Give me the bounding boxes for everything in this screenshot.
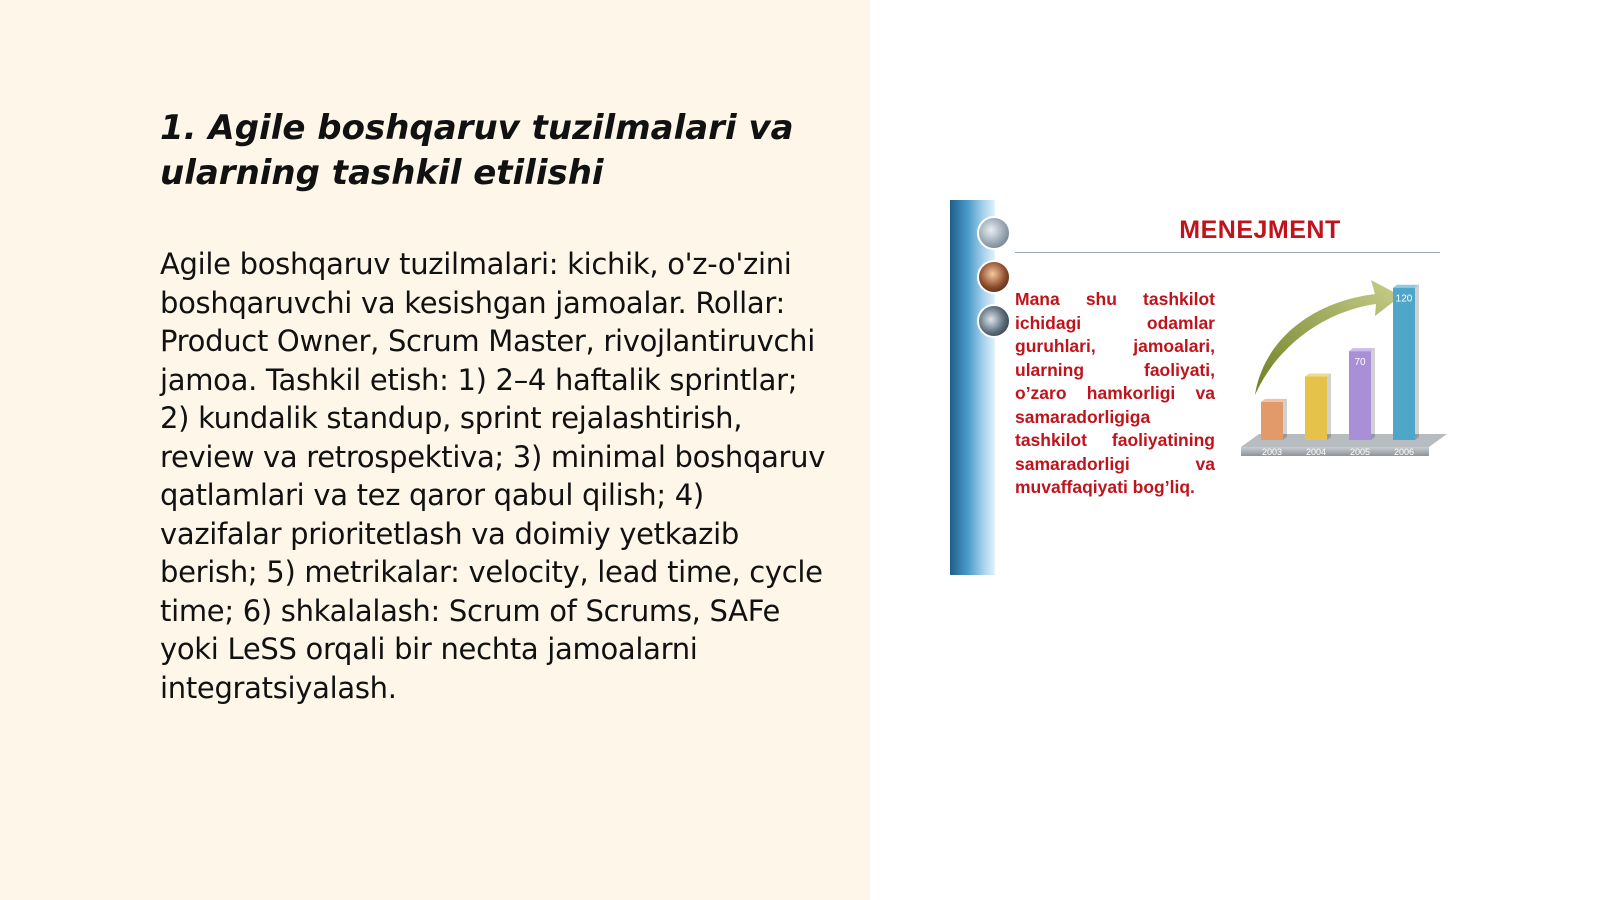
bar-side-2003 [1283,399,1287,440]
tools-photo-icon [977,216,1011,250]
figure-side-bar [950,200,995,575]
data-label-2006: 120 [1395,293,1413,305]
bar-top-2004 [1305,374,1331,377]
person-photo-icon [977,260,1011,294]
bar-top-2006 [1393,285,1419,288]
data-label-2005: 70 [1354,357,1366,369]
tick-label-2004: 2004 [1305,447,1327,457]
tick-label-2006: 2006 [1393,447,1415,457]
slide-title: 1. Agile boshqaruv tuzilmalari va ularning tashkil etilishi [160,108,794,193]
figure-title: MENEJMENT [1179,216,1341,244]
bar-top-2005 [1349,348,1375,351]
bar-side-2005 [1371,348,1375,440]
bar-2004 [1305,377,1327,440]
bar-top-2003 [1261,399,1287,402]
figure-divider [1015,252,1440,253]
tick-label-2003: 2003 [1261,447,1283,457]
menejment-figure [950,200,1455,575]
bar-side-2004 [1327,374,1331,440]
bar-chart [1235,272,1450,472]
bar-side-2006 [1415,285,1419,440]
tick-label-2005: 2005 [1349,447,1371,457]
bar-2006 [1393,288,1415,440]
bar-2003 [1261,402,1283,440]
runner-photo-icon [977,304,1011,338]
slide-body-text: Agile boshqaruv tuzilmalari: kichik, o'z-o'zini boshqaruvchi va kesishgan jamoalar. Rollar: Product Owner, Scrum Master, rivojlantiruvchi jamoa. Tashkil etish: 1) 2–4 haftalik sprintlar; 2) kundalik standup, sprint rejalashtirish, review va retrospektiva; 3) minimal boshqaruv qatlamlari va tez qaror qabul qilish; 4) vazifalar prioritetlash va doimiy yetkazib berish; 5) metrikalar: velocity, lead time, cycle time; 6) shkalalash: Scrum of Scrums, SAFe yoki LeSS orqali bir nechta jamoalarni integratsiyalash. [160,247,826,705]
figure-text: Mana shu tashkilot ichidagi odamlar guruhlari, jamoalari, ularning faoliyati, o’zaro hamkorligi va samaradorligiga tashkilot faoliyatining samaradorligi va muvaffaqiyati bog’liq. [1015,289,1215,497]
